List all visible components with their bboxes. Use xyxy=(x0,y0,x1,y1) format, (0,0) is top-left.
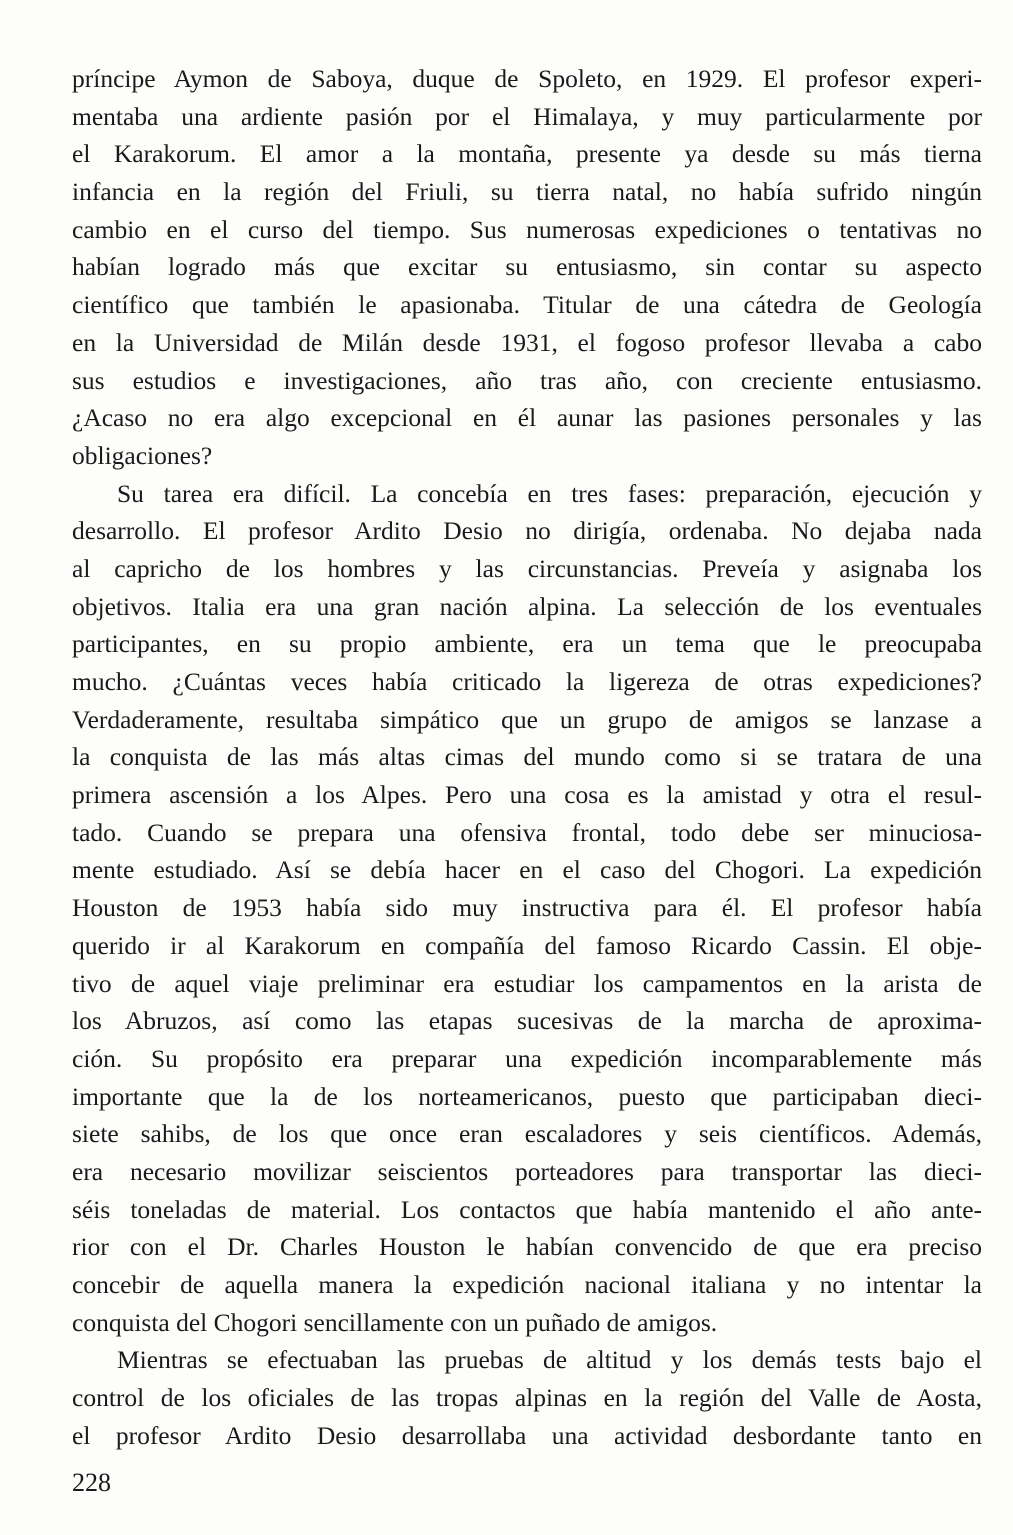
text-line: Verdaderamente, resultaba simpático que un grupo de amigos se lanzase a xyxy=(72,704,982,734)
text-line: tado. Cuando se prepara una ofensiva frontal, todo debe ser minuciosa- xyxy=(72,817,982,847)
text-line: sus estudios e investigaciones, año tras año, con creciente entusiasmo. xyxy=(72,365,982,395)
text-line: importante que la de los norteamericanos, puesto que participaban dieci- xyxy=(72,1081,982,1111)
text-line: tivo de aquel viaje preliminar era estudiar los campamentos en la arista de xyxy=(72,968,982,998)
text-line: primera ascensión a los Alpes. Pero una cosa es la amistad y otra el resul- xyxy=(72,780,982,810)
text-line: Su tarea era difícil. La concebía en tres fases: preparación, ejecución y xyxy=(117,478,982,508)
text-line: objetivos. Italia era una gran nación alpina. La selección de los eventuales xyxy=(72,591,982,621)
body-text xyxy=(72,60,982,1454)
text-line: científico que también le apasionaba. Titular de una cátedra de Geología xyxy=(72,290,982,320)
text-line: la conquista de las más altas cimas del mundo como si se tratara de una xyxy=(72,742,982,772)
text-line: en la Universidad de Milán desde 1931, el fogoso profesor llevaba a cabo xyxy=(72,327,982,357)
text-line: siete sahibs, de los que once eran escaladores y seis científicos. Además, xyxy=(72,1119,982,1149)
text-line: querido ir al Karakorum en compañía del famoso Ricardo Cassin. El obje- xyxy=(72,930,982,960)
text-line: desarrollo. El profesor Ardito Desio no dirigía, ordenaba. No dejaba nada xyxy=(72,516,982,546)
text-line: ción. Su propósito era preparar una expedición incomparablemente más xyxy=(72,1043,982,1073)
text-line: control de los oficiales de las tropas alpinas en la región del Valle de Aosta, xyxy=(72,1383,982,1413)
text-line: el profesor Ardito Desio desarrollaba una actividad desbordante tanto en xyxy=(72,1420,982,1450)
paragraph xyxy=(72,1341,982,1454)
text-line: obligaciones? xyxy=(72,440,213,470)
text-line: Houston de 1953 había sido muy instructiva para él. El profesor había xyxy=(72,893,982,923)
text-line: al capricho de los hombres y las circunstancias. Preveía y asignaba los xyxy=(72,553,982,583)
page-number: 228 xyxy=(72,1468,111,1497)
text-line: mucho. ¿Cuántas veces había criticado la ligereza de otras expediciones? xyxy=(72,667,982,696)
text-line: infancia en la región del Friuli, su tierra natal, no había sufrido ningún xyxy=(72,177,982,207)
text-line: concebir de aquella manera la expedición nacional italiana y no intentar la xyxy=(72,1270,982,1299)
text-line: mente estudiado. Así se debía hacer en el caso del Chogori. La expedición xyxy=(72,855,982,885)
text-line: mentaba una ardiente pasión por el Himalaya, y muy particularmente por xyxy=(72,101,982,131)
text-line: ¿Acaso no era algo excepcional en él aunar las pasiones personales y las xyxy=(72,403,982,433)
paragraph xyxy=(72,475,982,1342)
text-line: los Abruzos, así como las etapas sucesivas de la marcha de aproxima- xyxy=(72,1006,982,1036)
text-line: Mientras se efectuaban las pruebas de altitud y los demás tests bajo el xyxy=(117,1345,982,1375)
text-line: séis toneladas de material. Los contactos que había mantenido el año ante- xyxy=(72,1194,982,1224)
text-line: participantes, en su propio ambiente, era un tema que le preocupaba xyxy=(72,629,982,659)
text-line: era necesario movilizar seiscientos porteadores para transportar las dieci- xyxy=(72,1156,982,1186)
text-line: príncipe Aymon de Saboya, duque de Spoleto, en 1929. El profesor experi- xyxy=(72,64,982,93)
text-line: habían logrado más que excitar su entusiasmo, sin contar su aspecto xyxy=(72,252,982,282)
text-line: conquista del Chogori sencillamente con un puñado de amigos. xyxy=(72,1307,718,1337)
text-line: cambio en el curso del tiempo. Sus numerosas expediciones o tentativas no xyxy=(72,214,982,244)
text-line: el Karakorum. El amor a la montaña, presente ya desde su más tierna xyxy=(72,139,982,169)
paragraph xyxy=(72,60,982,475)
text-line: rior con el Dr. Charles Houston le habían convencido de que era preciso xyxy=(72,1232,982,1262)
